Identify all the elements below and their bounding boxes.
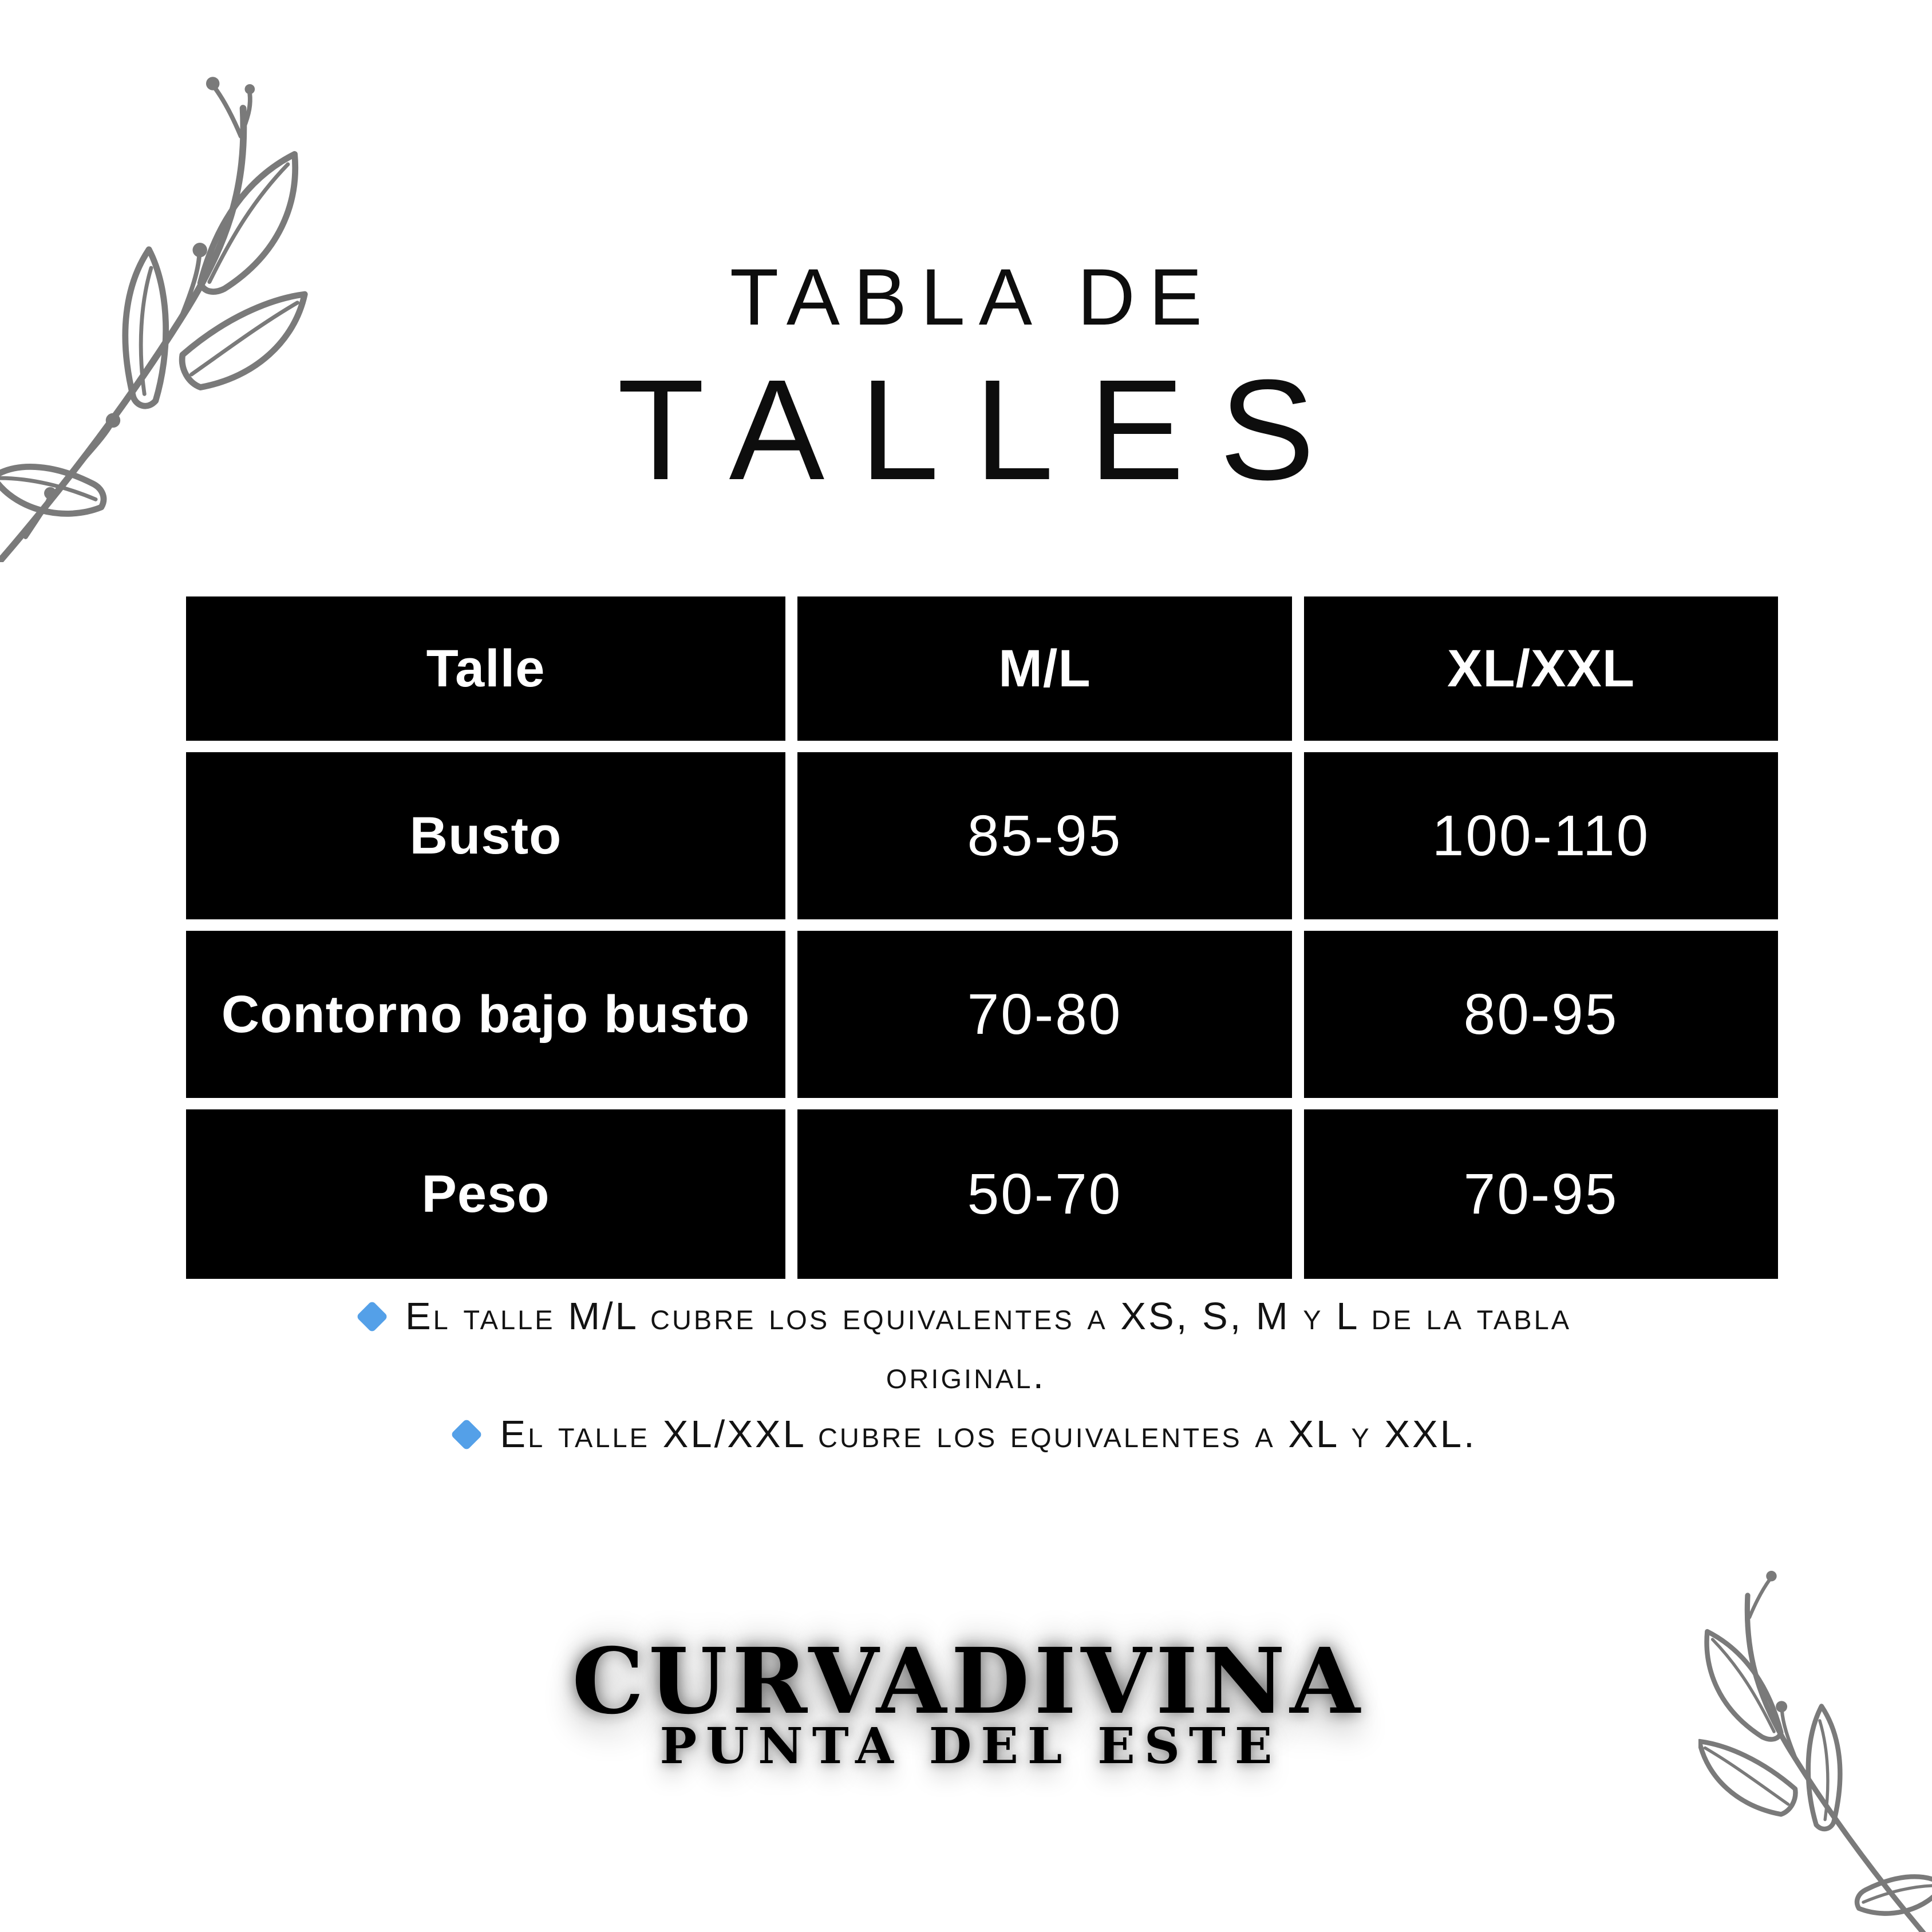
contorno-xlxxl-value: 80-95 [1304, 931, 1778, 1098]
peso-xlxxl-value: 70-95 [1304, 1109, 1778, 1279]
note-text: El talle XL/XXL cubre los equivalentes a XL y XXL. [500, 1413, 1477, 1456]
row-label-contorno: Contorno bajo busto [186, 931, 785, 1098]
note-line [0, 1287, 1932, 1346]
title-line-small: TABLA DE [729, 252, 1216, 342]
row-label-busto: Busto [186, 752, 785, 919]
brand-location: PUNTA DEL ESTE [659, 1717, 1282, 1775]
note-line [0, 1346, 1932, 1405]
column-header-talle: Talle [186, 596, 785, 741]
contorno-ml-value: 70-80 [797, 931, 1292, 1098]
notes-section [0, 1287, 1932, 1464]
note-text: original. [886, 1354, 1046, 1397]
brand-logo: CURVADIVINA [572, 1629, 1365, 1735]
note-line [0, 1405, 1932, 1464]
note-text: El talle M/L cubre los equivalentes a XS, S, M y L de la tabla [405, 1295, 1572, 1338]
row-label-peso: Peso [186, 1109, 785, 1279]
diamond-bullet-icon [356, 1300, 389, 1333]
peso-ml-value: 50-70 [797, 1109, 1292, 1279]
page-title: TALLES [617, 350, 1350, 509]
column-header-xlxxl: XL/XXL [1304, 596, 1778, 741]
column-header-ml: M/L [797, 596, 1292, 741]
diamond-bullet-icon [451, 1418, 483, 1451]
busto-xlxxl-value: 100-110 [1304, 752, 1778, 919]
busto-ml-value: 85-95 [797, 752, 1292, 919]
size-table [186, 596, 1778, 1279]
